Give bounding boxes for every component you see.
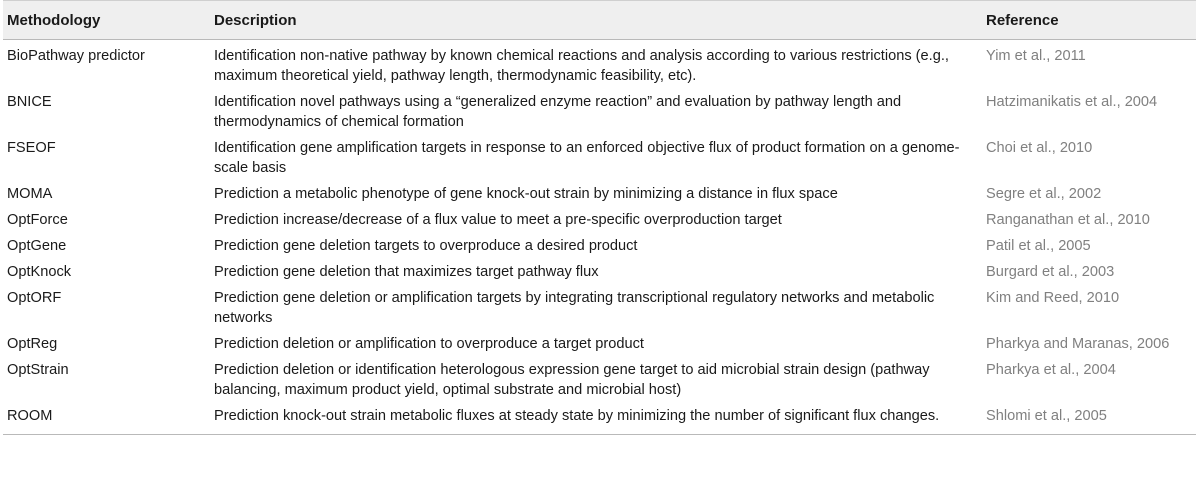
methodology-cell: OptGene xyxy=(7,238,67,254)
reference-cell: Kim and Reed, 2010 xyxy=(986,290,1120,306)
methodology-cell: ROOM xyxy=(3,400,210,435)
methodology-cell: BioPathway predictor xyxy=(7,48,145,64)
reference-cell: Ranganathan et al., 2010 xyxy=(986,212,1150,228)
table-row xyxy=(3,40,1196,87)
description-cell: Prediction gene deletion or amplification targets by integrating transcriptional regulatory networks and metabolic networks xyxy=(214,290,935,326)
reference-cell: Pharkya and Maranas, 2006 xyxy=(986,336,1170,352)
description-cell: Prediction increase/decrease of a flux value to meet a pre-specific overproduction target xyxy=(214,212,782,228)
reference-cell: Yim et al., 2011 xyxy=(986,48,1086,64)
table-row xyxy=(3,256,1196,282)
table-row xyxy=(3,86,1196,132)
table-row xyxy=(3,178,1196,204)
description-cell: Prediction a metabolic phenotype of gene knock-out strain by minimizing a distance in flux space xyxy=(214,186,838,202)
description-cell: Identification novel pathways using a “generalized enzyme reaction” and evaluation by pathway length and thermodynamics of chemical formation xyxy=(214,94,902,130)
methodology-cell: OptForce xyxy=(7,212,68,228)
header-reference: Reference xyxy=(982,1,1196,40)
table-row xyxy=(3,230,1196,256)
description-cell: Prediction knock-out strain metabolic fluxes at steady state by minimizing the number of significant flux changes. xyxy=(210,400,982,435)
reference-cell: Choi et al., 2010 xyxy=(986,140,1093,156)
methodology-cell: OptKnock xyxy=(7,264,72,280)
table-row xyxy=(3,400,1196,435)
table-row xyxy=(3,204,1196,230)
methodology-cell: OptORF xyxy=(7,290,62,306)
methodology-cell: MOMA xyxy=(7,186,53,202)
methodology-cell: OptStrain xyxy=(7,362,69,378)
reference-cell: Segre et al., 2002 xyxy=(986,186,1102,202)
header-methodology: Methodology xyxy=(3,1,210,40)
table-header xyxy=(3,1,1196,40)
table-body xyxy=(3,40,1196,435)
description-cell: Prediction gene deletion targets to overproduce a desired product xyxy=(214,238,638,254)
reference-cell: Patil et al., 2005 xyxy=(986,238,1091,254)
header-description: Description xyxy=(210,1,982,40)
methodology-cell: OptReg xyxy=(7,336,58,352)
reference-cell: Pharkya et al., 2004 xyxy=(986,362,1116,378)
methodology-table xyxy=(3,0,1196,435)
reference-cell: Burgard et al., 2003 xyxy=(986,264,1115,280)
description-cell: Prediction gene deletion that maximizes target pathway flux xyxy=(214,264,599,280)
description-cell: Prediction deletion or amplification to overproduce a target product xyxy=(214,336,644,352)
reference-cell: Shlomi et al., 2005 xyxy=(982,400,1196,435)
description-cell: Identification gene amplification targets in response to an enforced objective flux of product formation on a genome-scale basis xyxy=(214,140,960,176)
table-row xyxy=(3,282,1196,328)
description-cell: Prediction deletion or identification heterologous expression gene target to aid microbial strain design (pathway balancing, maximum product yield, optimal substrate and microbial host) xyxy=(214,362,930,398)
table-row xyxy=(3,328,1196,354)
methodology-cell: BNICE xyxy=(7,94,52,110)
header-row xyxy=(3,1,1196,40)
methodology-cell: FSEOF xyxy=(7,140,56,156)
table-row xyxy=(3,354,1196,400)
description-cell: Identification non-native pathway by known chemical reactions and analysis according to various restrictions (e.g., maximum theoretical yield, pathway length, thermodynamic feasibility, etc). xyxy=(214,48,949,84)
reference-cell: Hatzimanikatis et al., 2004 xyxy=(986,94,1158,110)
table-row xyxy=(3,132,1196,178)
